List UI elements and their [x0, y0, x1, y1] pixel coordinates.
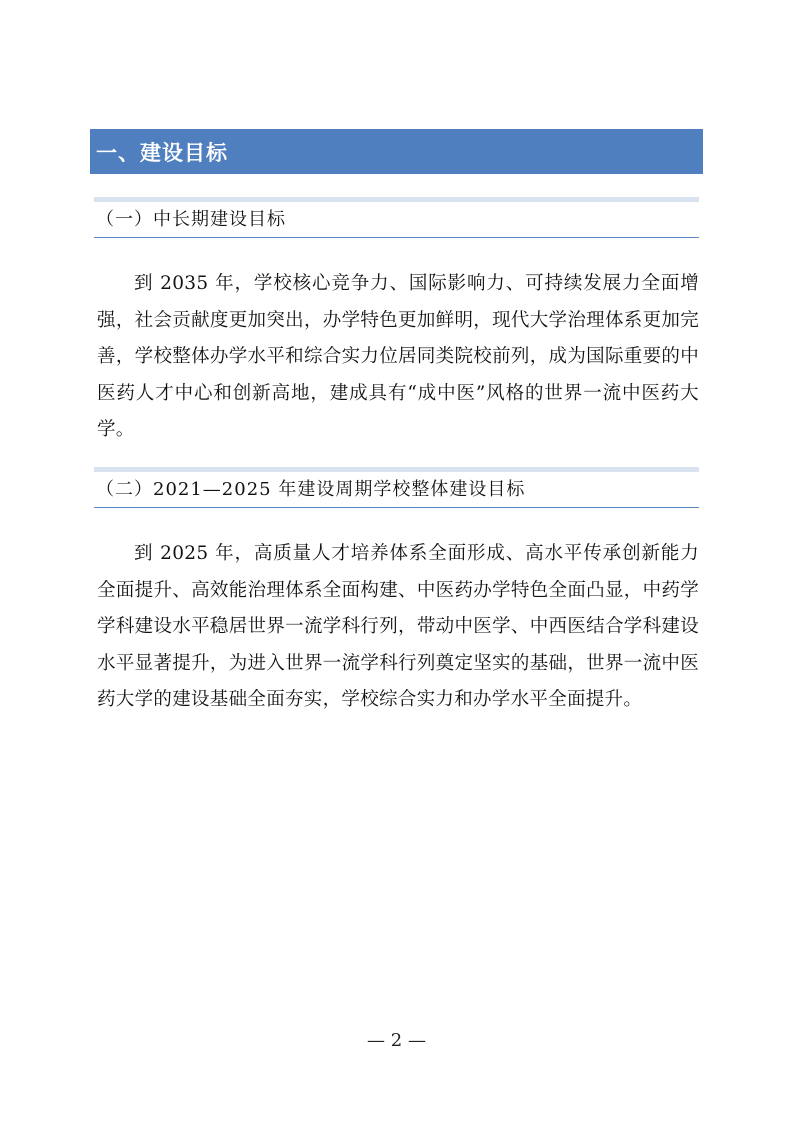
section-title: 一、建设目标 [96, 140, 228, 165]
subsection-bottom-rule [94, 507, 699, 508]
paragraph-2: 到 2025 年，高质量人才培养体系全面形成、高水平传承创新能力全面提升、高效能治理体系全面构建、中医药办学特色全面凸显，中药学学科建设水平稳居世界一流学科行列，带动中医学、中西医结合学科建设水平显著提升，为进入世界一流学科行列奠定坚实的基础，世界一流中医药大学的建设基础全面夯实，学校综合实力和办学水平全面提升。 [97, 543, 699, 710]
subsection-bottom-rule [94, 237, 699, 238]
subsection-header-1 [94, 197, 699, 238]
subsection-heading-1: （一）中长期建设目标 [96, 209, 286, 230]
section-title-banner [90, 129, 703, 174]
paragraph-1: 到 2035 年，学校核心竞争力、国际影响力、可持续发展力全面增强，社会贡献度更加突出，办学特色更加鲜明，现代大学治理体系更加完善，学校整体办学水平和综合实力位居同类院校前列，成为国际重要的中医药人才中心和创新高地，建成具有“成中医”风格的世界一流中医药大学。 [97, 273, 699, 440]
subsection-heading-2: （二）2021—2025 年建设周期学校整体建设目标 [96, 479, 526, 500]
page-number: — 2 — [367, 1030, 426, 1051]
subsection-header-2 [94, 467, 699, 508]
